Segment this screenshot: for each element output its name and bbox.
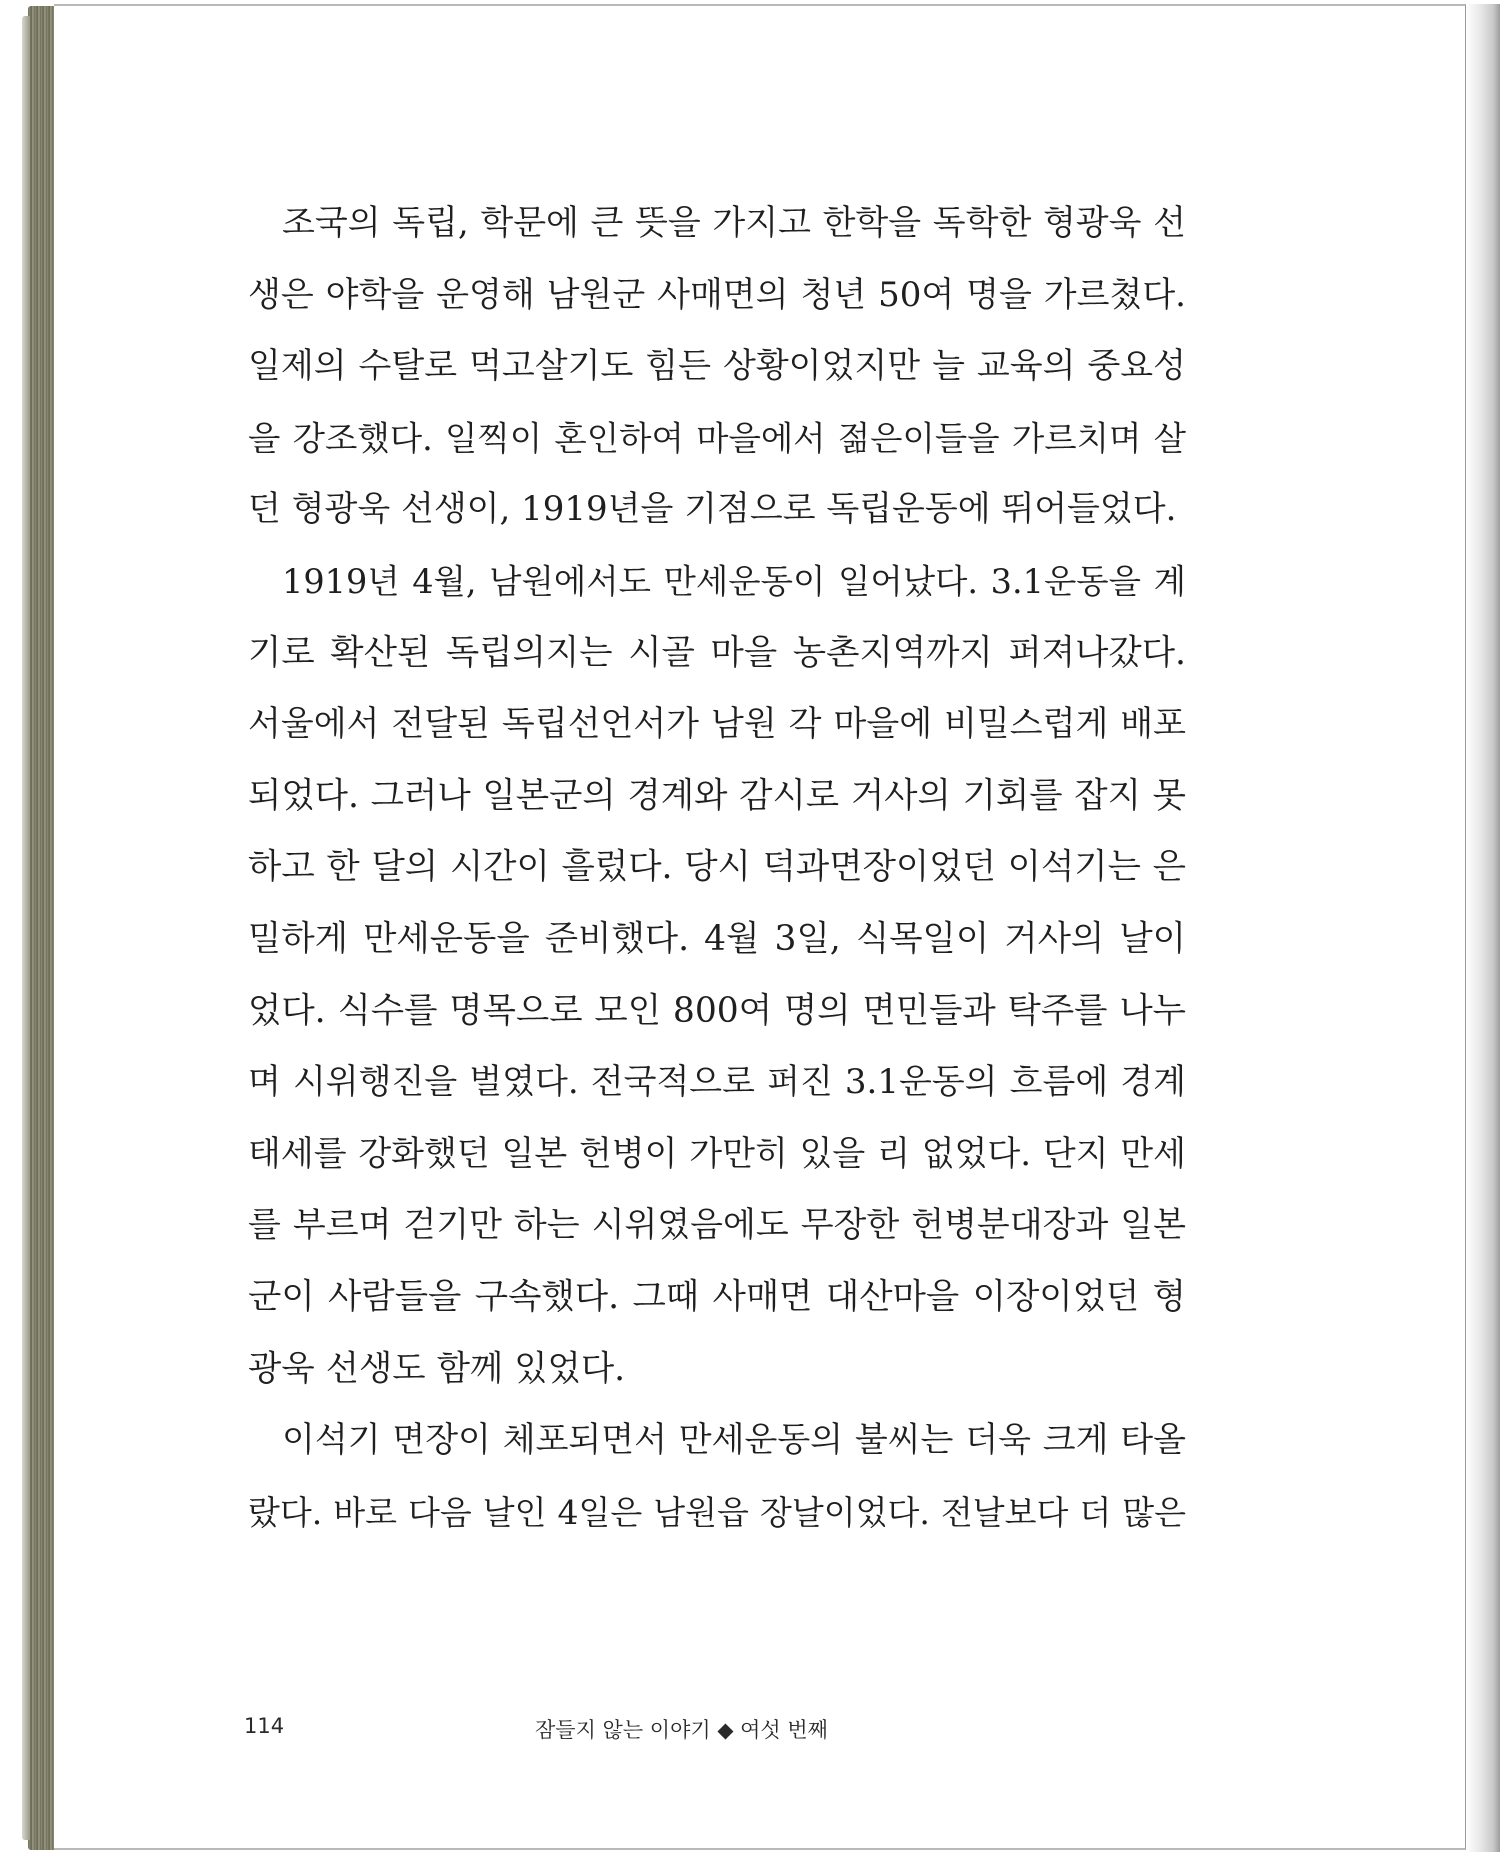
text-line: 광욱 선생도 함께 있었다.: [248, 1348, 626, 1389]
text-line: 를 부르며 걷기만 하는 시위였음에도 무장한 헌병분대장과 일본: [248, 1205, 1186, 1246]
text-line: 생은 야학을 운영해 남원군 사매면의 청년 50여 명을 가르쳤다.: [248, 274, 1186, 315]
text-line: 이석기 면장이 체포되면서 만세운동의 불씨는 더욱 크게 타올: [282, 1420, 1186, 1461]
book-page: [54, 4, 1466, 1850]
text-line: 밀하게 만세운동을 준비했다. 4월 3일, 식목일이 거사의 날이: [248, 918, 1186, 959]
body-text: [248, 188, 1186, 1548]
text-line: 조국의 독립, 학문에 큰 뜻을 가지고 한학을 독학한 형광욱 선: [282, 203, 1186, 243]
text-line: 던 형광욱 선생이, 1919년을 기점으로 독립운동에 뛰어들었다.: [248, 489, 1177, 530]
text-line: 군이 사람들을 구속했다. 그때 사매면 대산마을 이장이었던 형: [248, 1276, 1186, 1317]
text-line: 을 강조했다. 일찍이 혼인하여 마을에서 젊은이들을 가르치며 살: [248, 418, 1186, 458]
text-line: 었다. 식수를 명목으로 모인 800여 명의 면민들과 탁주를 나누: [248, 990, 1186, 1031]
text-line: 1919년 4월, 남원에서도 만세운동이 일어났다. 3.1운동을 계: [282, 561, 1186, 601]
text-line: 일제의 수탈로 먹고살기도 힘든 상황이었지만 늘 교육의 중요성: [248, 346, 1186, 387]
text-line: 태세를 강화했던 일본 헌병이 가만히 있을 리 없었다. 단지 만세: [248, 1133, 1186, 1174]
text-line: 되었다. 그러나 일본군의 경계와 감시로 거사의 기회를 잡지 못: [248, 775, 1186, 816]
page-curl-shadow: [1466, 4, 1500, 1852]
text-line: 서울에서 전달된 독립선언서가 남원 각 마을에 비밀스럽게 배포: [248, 704, 1186, 745]
running-title: 잠들지 않는 이야기 ◆ 여섯 번째: [535, 1718, 828, 1742]
text-line: 기로 확산된 독립의지는 시골 마을 농촌지역까지 퍼져나갔다.: [248, 632, 1186, 673]
text-line: 랐다. 바로 다음 날인 4일은 남원읍 장날이었다. 전날보다 더 많은: [248, 1492, 1186, 1532]
page-number: 114: [244, 1714, 285, 1738]
text-line: 며 시위행진을 벌였다. 전국적으로 퍼진 3.1운동의 흐름에 경계: [248, 1062, 1186, 1103]
text-line: 하고 한 달의 시간이 흘렀다. 당시 덕과면장이었던 이석기는 은: [248, 847, 1186, 888]
